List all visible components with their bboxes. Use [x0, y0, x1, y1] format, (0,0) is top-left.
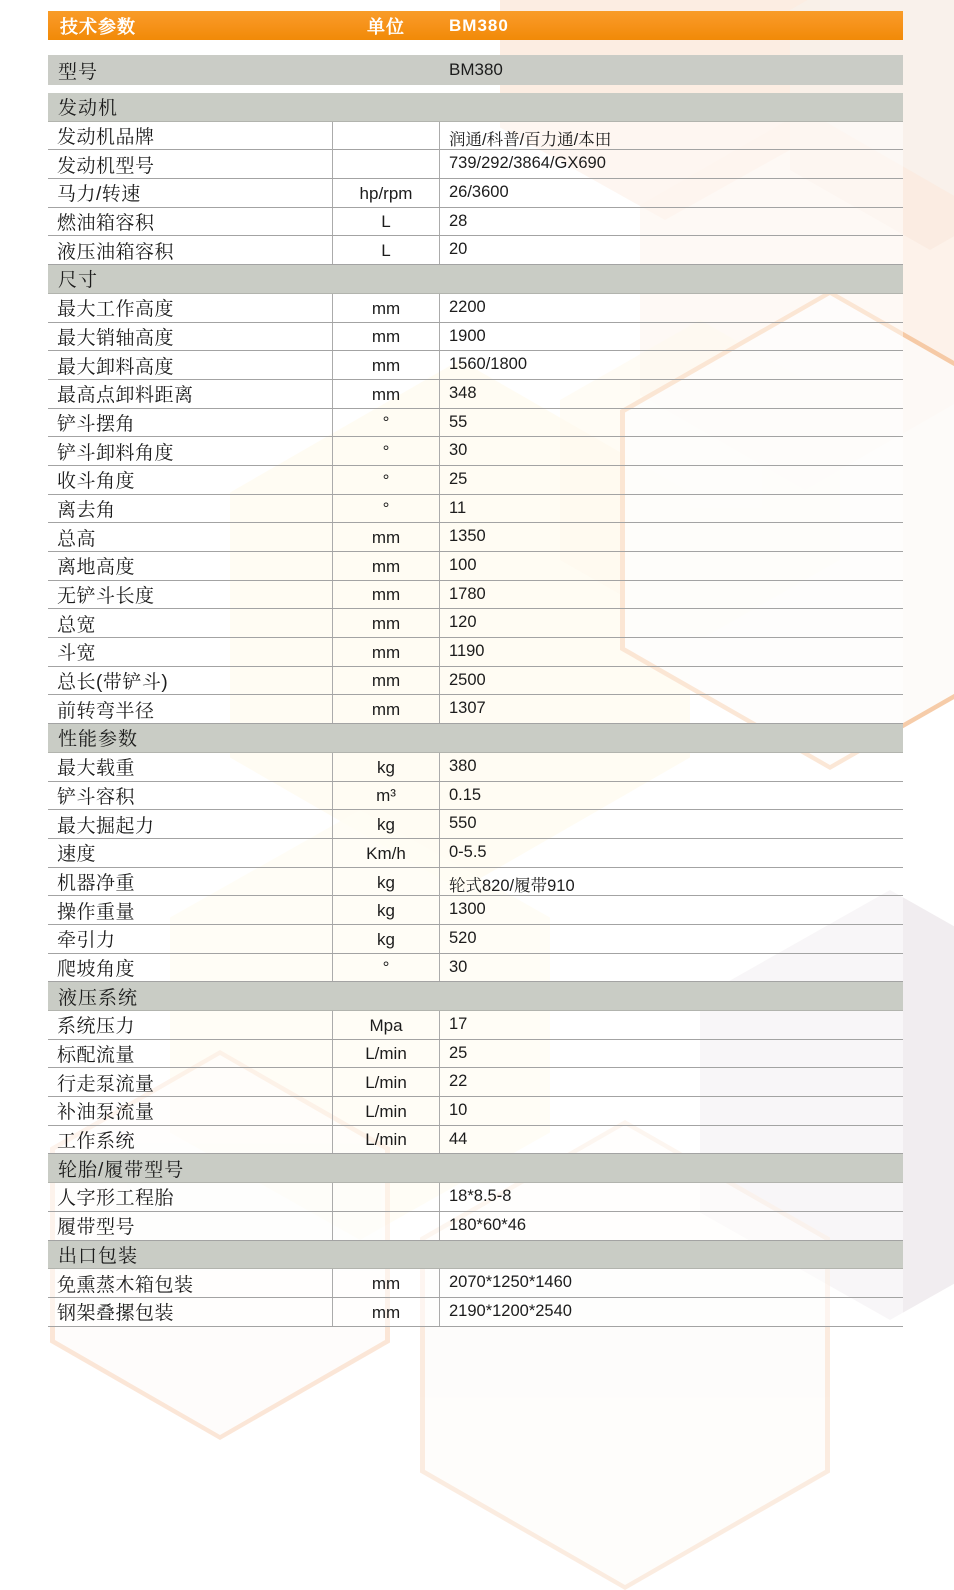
spec-row-label: 人字形工程胎 — [57, 1188, 175, 1210]
spec-row-label: 牵引力 — [57, 930, 116, 952]
spec-row-unit: mm — [332, 523, 440, 551]
spec-row-label: 工作系统 — [57, 1131, 136, 1153]
section-header: 性能参数 — [48, 724, 903, 753]
spec-row — [48, 437, 903, 466]
spec-row-unit: mm — [332, 552, 440, 580]
spec-row-unit: kg — [332, 896, 440, 924]
spec-row — [48, 466, 903, 495]
spec-row-label: 发动机品牌 — [57, 127, 155, 149]
spec-row-value: 1300 — [449, 900, 486, 919]
spec-row — [48, 581, 903, 610]
spec-row-label: 无铲斗长度 — [57, 586, 155, 608]
spec-row-unit: ° — [332, 954, 440, 982]
spec-row — [48, 523, 903, 552]
spec-row-unit: kg — [332, 868, 440, 896]
model-gap — [48, 85, 903, 93]
spec-row-value: 30 — [449, 441, 468, 460]
spec-row-label: 标配流量 — [57, 1045, 136, 1067]
spec-row-unit: L — [332, 236, 440, 264]
spec-row — [48, 1269, 903, 1298]
spec-row-label: 铲斗卸料角度 — [57, 442, 175, 464]
spec-row-value: 18*8.5-8 — [449, 1187, 512, 1206]
spec-row-unit: mm — [332, 380, 440, 408]
spec-row-label: 行走泵流量 — [57, 1073, 155, 1095]
spec-row — [48, 122, 903, 151]
spec-row-label: 离地高度 — [57, 557, 136, 579]
spec-row-label: 最高点卸料距离 — [57, 385, 194, 407]
spec-row-unit — [332, 122, 440, 150]
spec-row-value: 1307 — [449, 699, 486, 718]
spec-row-unit: ° — [332, 495, 440, 523]
spec-row-unit: L — [332, 208, 440, 236]
spec-row-value: 44 — [449, 1129, 468, 1148]
spec-row-value: 180*60*46 — [449, 1215, 527, 1234]
spec-row-value: 348 — [449, 383, 477, 402]
spec-row-label: 斗宽 — [57, 643, 97, 665]
model-row-value: BM380 — [449, 60, 503, 79]
spec-row-unit: Mpa — [332, 1011, 440, 1039]
spec-row — [48, 925, 903, 954]
spec-row — [48, 1040, 903, 1069]
spec-row-value: 2190*1200*2540 — [449, 1301, 572, 1320]
spec-row-unit: mm — [332, 294, 440, 322]
header-param-title: 技术参数 — [60, 16, 136, 37]
spec-row-value: 2200 — [449, 297, 486, 316]
spec-row-label: 履带型号 — [57, 1217, 136, 1239]
spec-row — [48, 782, 903, 811]
section-header: 轮胎/履带型号 — [48, 1154, 903, 1183]
spec-row — [48, 179, 903, 208]
spec-row — [48, 236, 903, 265]
spec-row-unit — [332, 1212, 440, 1240]
spec-row — [48, 810, 903, 839]
model-row-unit — [332, 55, 440, 85]
spec-row-value: 1780 — [449, 584, 486, 603]
spec-row-value: 26/3600 — [449, 183, 509, 202]
spec-row-value: 0.15 — [449, 785, 482, 804]
spec-row-label: 总宽 — [57, 614, 97, 636]
spec-row-label: 最大载重 — [57, 758, 136, 780]
section-header: 出口包装 — [48, 1241, 903, 1270]
spec-row-label: 免熏蒸木箱包装 — [57, 1274, 194, 1296]
spec-row-label: 最大掘起力 — [57, 815, 155, 837]
spec-row-label: 补油泵流量 — [57, 1102, 155, 1124]
spec-row-unit: hp/rpm — [332, 179, 440, 207]
spec-row — [48, 1212, 903, 1241]
spec-row-value: 轮式820/履带910 — [449, 876, 575, 895]
spec-row — [48, 1011, 903, 1040]
spec-row-label: 系统压力 — [57, 1016, 136, 1038]
spec-row-unit — [332, 150, 440, 178]
spec-row — [48, 294, 903, 323]
spec-row-value: 30 — [449, 957, 468, 976]
spec-row — [48, 150, 903, 179]
spec-row-label: 爬坡角度 — [57, 958, 136, 980]
spec-row — [48, 896, 903, 925]
spec-row-unit: mm — [332, 1298, 440, 1326]
spec-row — [48, 380, 903, 409]
spec-row-label: 最大卸料高度 — [57, 356, 175, 378]
spec-sections — [48, 93, 903, 1327]
spec-row-unit: mm — [332, 351, 440, 379]
spec-row-value: 2500 — [449, 670, 486, 689]
spec-row-label: 发动机型号 — [57, 155, 155, 177]
spec-row-value: 17 — [449, 1015, 468, 1033]
spec-row-unit: kg — [332, 925, 440, 953]
spec-row — [48, 667, 903, 696]
header-gap — [48, 40, 903, 55]
spec-row — [48, 1298, 903, 1327]
spec-row-value: 1900 — [449, 326, 486, 345]
spec-row-unit — [332, 1183, 440, 1211]
spec-row-unit: mm — [332, 323, 440, 351]
spec-row-value: 润通/科普/百力通/本田 — [449, 130, 612, 149]
spec-row-value: 1350 — [449, 527, 486, 546]
header-model-title: BM380 — [449, 15, 509, 35]
spec-row — [48, 409, 903, 438]
section-header: 尺寸 — [48, 265, 903, 294]
spec-row-unit: mm — [332, 581, 440, 609]
table-header-row — [48, 11, 903, 40]
spec-row — [48, 323, 903, 352]
spec-row-value: 2070*1250*1460 — [449, 1273, 572, 1292]
spec-sheet-table — [48, 11, 903, 1327]
spec-row-value: 20 — [449, 240, 468, 259]
spec-row-value: 550 — [449, 814, 477, 833]
spec-row-value: 1190 — [449, 642, 485, 661]
spec-row-value: 25 — [449, 1043, 468, 1062]
spec-row-unit: Km/h — [332, 839, 440, 867]
spec-row-label: 液压油箱容积 — [57, 241, 175, 263]
spec-row-unit: ° — [332, 409, 440, 437]
spec-row-value: 380 — [449, 756, 477, 775]
spec-row-unit: kg — [332, 810, 440, 838]
spec-row-label: 操作重量 — [57, 901, 136, 923]
spec-row-label: 马力/转速 — [57, 184, 141, 206]
spec-row — [48, 638, 903, 667]
spec-row-value: 1560/1800 — [449, 355, 527, 374]
spec-row-value: 520 — [449, 928, 477, 947]
spec-row — [48, 1126, 903, 1155]
spec-row-unit: mm — [332, 638, 440, 666]
spec-row — [48, 1183, 903, 1212]
spec-row-value: 739/292/3864/GX690 — [449, 154, 606, 173]
spec-row — [48, 495, 903, 524]
spec-row — [48, 753, 903, 782]
spec-row-value: 100 — [449, 556, 477, 574]
model-row — [48, 55, 903, 85]
spec-row-label: 前转弯半径 — [57, 700, 155, 722]
spec-row-label: 总长(带铲斗) — [57, 672, 169, 694]
spec-row-label: 燃油箱容积 — [57, 213, 155, 235]
model-row-label: 型号 — [58, 61, 99, 83]
spec-row-value: 25 — [449, 469, 468, 488]
spec-row — [48, 839, 903, 868]
spec-row — [48, 868, 903, 897]
spec-row-unit: L/min — [332, 1097, 440, 1125]
spec-row-unit: mm — [332, 695, 440, 723]
spec-row — [48, 552, 903, 581]
spec-row — [48, 695, 903, 724]
spec-row — [48, 1097, 903, 1126]
section-header: 液压系统 — [48, 982, 903, 1011]
spec-row-value: 22 — [449, 1072, 468, 1091]
spec-row-unit: ° — [332, 466, 440, 494]
spec-row-label: 收斗角度 — [57, 471, 136, 493]
spec-row-unit: kg — [332, 753, 440, 781]
spec-row-value: 120 — [449, 613, 477, 632]
spec-row-value: 55 — [449, 412, 468, 431]
spec-row — [48, 609, 903, 638]
spec-row-label: 离去角 — [57, 499, 116, 521]
header-unit-title: 单位 — [367, 16, 405, 37]
spec-row-unit: mm — [332, 667, 440, 695]
spec-row-value: 0-5.5 — [449, 842, 487, 861]
spec-row-unit: L/min — [332, 1040, 440, 1068]
spec-row-unit: mm — [332, 609, 440, 637]
spec-row-unit: mm — [332, 1269, 440, 1297]
spec-row-label: 最大工作高度 — [57, 299, 175, 321]
spec-row — [48, 208, 903, 237]
spec-row-label: 钢架叠摞包装 — [57, 1303, 175, 1325]
spec-row — [48, 1068, 903, 1097]
spec-row-value: 10 — [449, 1101, 468, 1120]
spec-row — [48, 351, 903, 380]
spec-row-unit: m³ — [332, 782, 440, 810]
spec-row-unit: L/min — [332, 1068, 440, 1096]
spec-row-label: 最大销轴高度 — [57, 327, 175, 349]
spec-row-label: 铲斗摆角 — [57, 413, 136, 435]
spec-row-unit: L/min — [332, 1126, 440, 1154]
spec-row-unit: ° — [332, 437, 440, 465]
spec-row-value: 28 — [449, 211, 468, 230]
spec-row — [48, 954, 903, 983]
spec-row-label: 速度 — [57, 844, 97, 866]
spec-row-label: 铲斗容积 — [57, 786, 136, 808]
spec-row-label: 总高 — [57, 528, 97, 550]
spec-row-value: 11 — [449, 498, 467, 517]
section-header: 发动机 — [48, 93, 903, 122]
spec-row-label: 机器净重 — [57, 873, 136, 895]
